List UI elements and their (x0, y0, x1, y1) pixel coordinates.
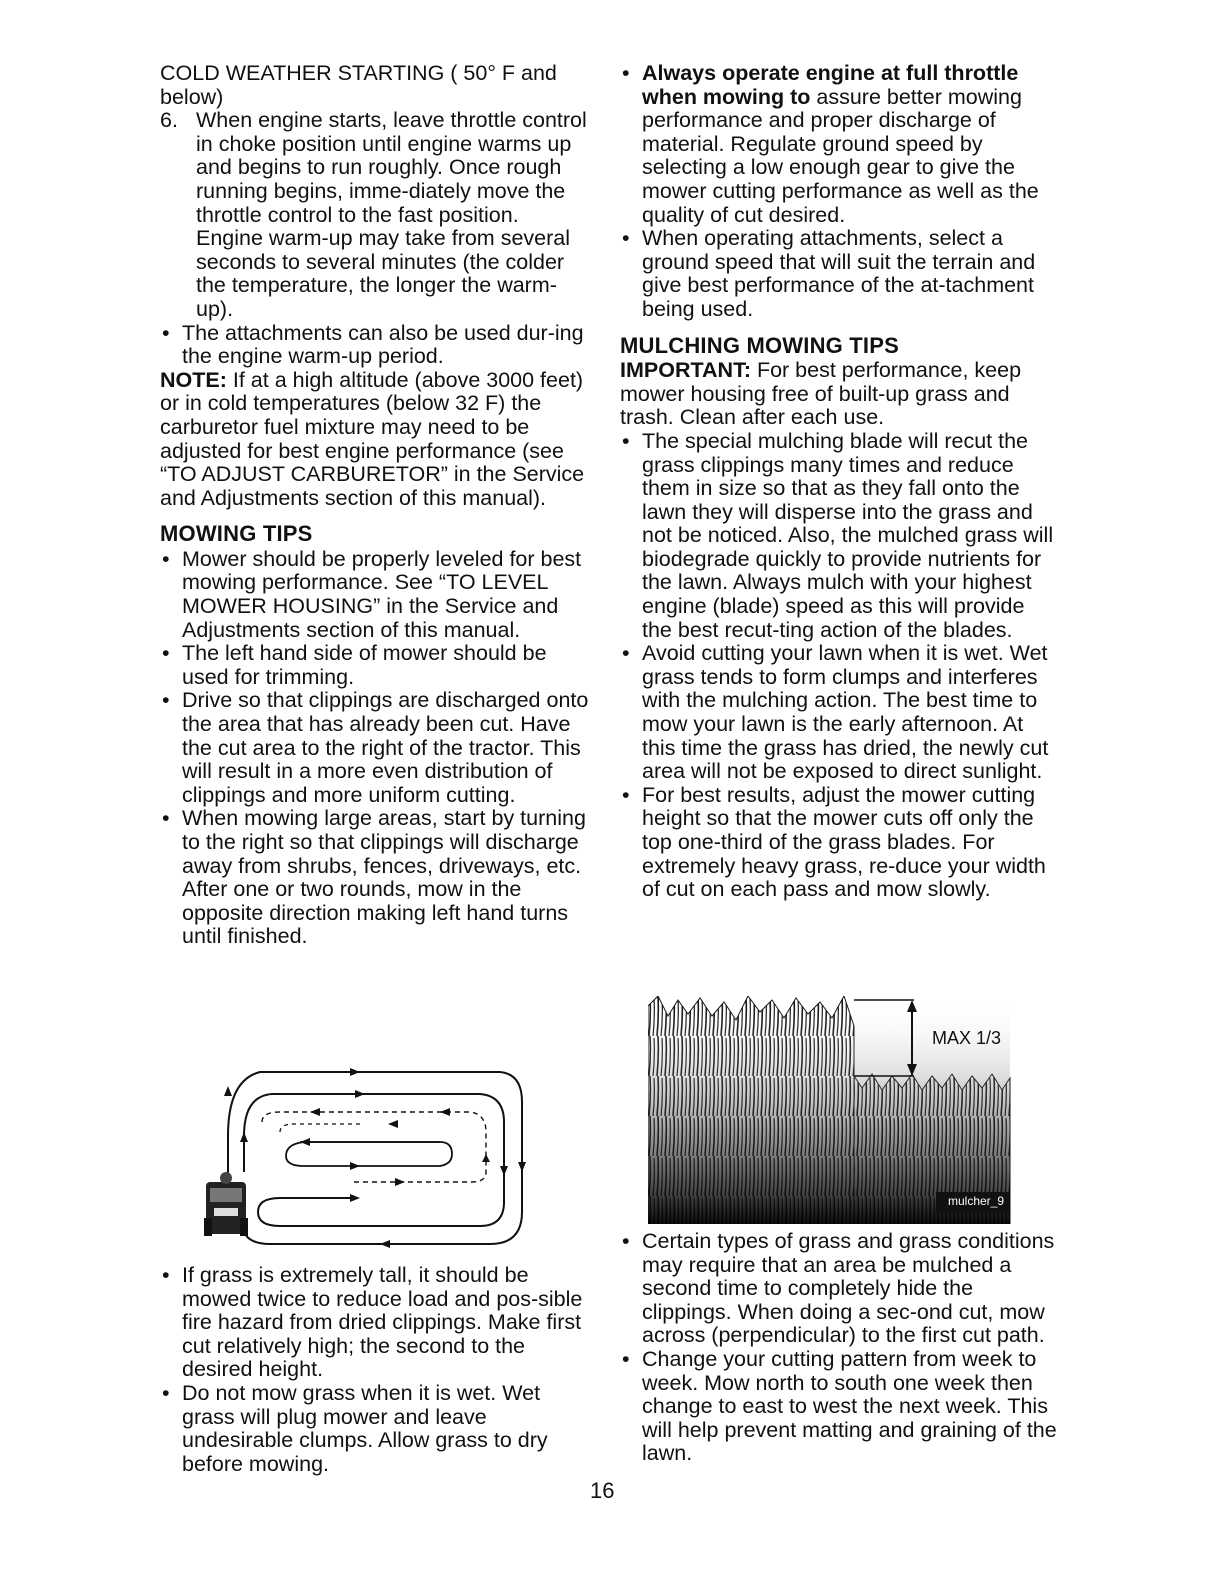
note-text: If at a high altitude (above 3000 feet) or in cold temperatures (below 32 F) the carburetor fuel mixture may need to be adjusted for best engine performance (see “TO ADJUST CARBURETOR” in the Service and Adjustments section of this manual). (160, 367, 585, 510)
left-bottom-list (160, 1264, 590, 1476)
max-third-label: MAX 1/3 (932, 1028, 1002, 1048)
list-item (620, 642, 1060, 784)
list-item (620, 784, 1060, 902)
bullet-icon: • (622, 226, 630, 251)
bullet-icon: • (162, 688, 170, 713)
list-item (160, 322, 590, 369)
list-item (160, 1264, 590, 1382)
bullet-icon: • (622, 428, 630, 453)
bullet-icon: • (622, 641, 630, 666)
list-item-text: assure better mowing performance and proper discharge of material. Regulate ground speed by selecting a low enough gear to give the mower cutting performance as well as the quality of cut desired. (642, 84, 1039, 227)
list-item (160, 689, 590, 807)
list-item-text: Mower should be properly leveled for best mowing performance. See “TO LEVEL MOWER HOUSING” in the Service and Adjustments section of this manual. (182, 546, 582, 642)
bullet-icon: • (162, 320, 170, 345)
list-item (620, 227, 1060, 321)
list-item-text: If grass is extremely tall, it should be mowed twice to reduce load and pos-sible fire hazard from dried clippings. Make first cut relatively high; the second to the desired height. (182, 1263, 583, 1382)
bullet-icon: • (622, 1346, 630, 1371)
figure-tag: mulcher_9 (948, 1194, 1005, 1208)
bullet-icon: • (622, 1229, 630, 1253)
list-item-text: Certain types of grass and grass conditions may require that an area be mulched a second time to completely hide the clippings. When doing a sec-ond cut, mow across (perpendicular) to the first cut path. (642, 1229, 1055, 1348)
bullet-icon: • (162, 546, 170, 571)
left-column (160, 62, 590, 949)
list-item-text: The special mulching blade will recut the grass clippings many times and reduce them in size so that as they fall onto the lawn they will disperse into the grass and not be noticed. Also, the mulched grass will biodegrade quickly to provide nutrients for the lawn. Always mulch with your highest engine (blade) speed as this will provide the best recut-ting action of the blades. (642, 428, 1054, 642)
list-item (160, 1382, 590, 1476)
grass-cut-illustration (648, 996, 1018, 1224)
mowing-tips-heading: MOWING TIPS (160, 521, 313, 547)
list-item (620, 1348, 1060, 1466)
right-bottom-list (620, 1230, 1060, 1466)
page-number: 16 (590, 1478, 615, 1503)
list-item-text: Avoid cutting your lawn when it is wet. Wet grass tends to form clumps and interferes with the mulching action. The best time to mow your lawn is the early afternoon. At this time the grass has dried, the newly cut area will not be exposed to direct sunlight. (642, 641, 1049, 784)
step-number: 6. (160, 108, 178, 133)
important-label: IMPORTANT: (620, 358, 751, 383)
note-paragraph (160, 369, 590, 511)
bullet-icon: • (622, 61, 630, 85)
list-item (620, 62, 1060, 227)
bullet-icon: • (162, 1380, 170, 1405)
list-item-text: Drive so that clippings are discharged onto the area that has already been cut. Have the cut area to the right of the tractor. This will result in a more even distribution of clippings and more uniform cutting. (182, 688, 589, 807)
full-throttle-emphasis: Always operate engine at full throttle when mowing to (642, 61, 1019, 109)
list-item (160, 548, 590, 642)
bullet-icon: • (162, 1263, 170, 1287)
step-6-text: When engine starts, leave throttle control in choke position until engine warms up and begins to run roughly. Once rough running begins, imme-diately move the throttle control to the fast position. Engine warm-up may take from several seconds to several minutes (the colder the temperature, the longer the warm-up). (196, 108, 587, 321)
list-item-text: When mowing large areas, start by turning to the right so that clippings will discharge away from shrubs, fences, driveways, etc. After one or two rounds, mow in the opposite direction making left hand turns until finished. (182, 806, 586, 949)
tractor-icon (204, 1172, 248, 1236)
important-text: For best performance, keep mower housing free of built-up grass and trash. Clean after each use. (620, 358, 1022, 430)
list-item (160, 642, 590, 689)
bullet-icon: • (622, 782, 630, 807)
list-item-text: When operating attachments, select a ground speed that will suit the terrain and give best performance of the at-tachment being used. (642, 226, 1036, 321)
right-column (620, 62, 1060, 902)
cold-weather-heading: COLD WEATHER STARTING ( 50° F and below) (160, 61, 557, 109)
list-item-text: For best results, adjust the mower cutting height so that the mower cuts off only the top one-third of the grass blades. For extremely heavy grass, re-duce your width of cut on each pass and mow slowly. (642, 782, 1046, 902)
list-item-text: Change your cutting pattern from week to week. Mow north to south one week then change to east to west the next week. This will help prevent matting and graining of the lawn. (642, 1346, 1057, 1466)
list-item (160, 807, 590, 949)
bullet-icon: • (162, 641, 170, 666)
list-item-text: Do not mow grass when it is wet. Wet grass will plug mower and leave undesirable clumps. Allow grass to dry before mowing. (182, 1380, 548, 1476)
important-paragraph (620, 359, 1060, 430)
note-label: NOTE: (160, 367, 227, 392)
bullet-icon: • (162, 806, 170, 831)
step-6 (160, 109, 590, 321)
mowing-pattern-diagram (200, 1062, 540, 1252)
list-item-text: The left hand side of mower should be used for trimming. (182, 641, 547, 689)
list-item-text: The attachments can also be used dur-ing the engine warm-up period. (182, 320, 584, 369)
list-item (620, 1230, 1060, 1348)
list-item (620, 430, 1060, 642)
mulching-tips-heading: MULCHING MOWING TIPS (620, 332, 899, 358)
